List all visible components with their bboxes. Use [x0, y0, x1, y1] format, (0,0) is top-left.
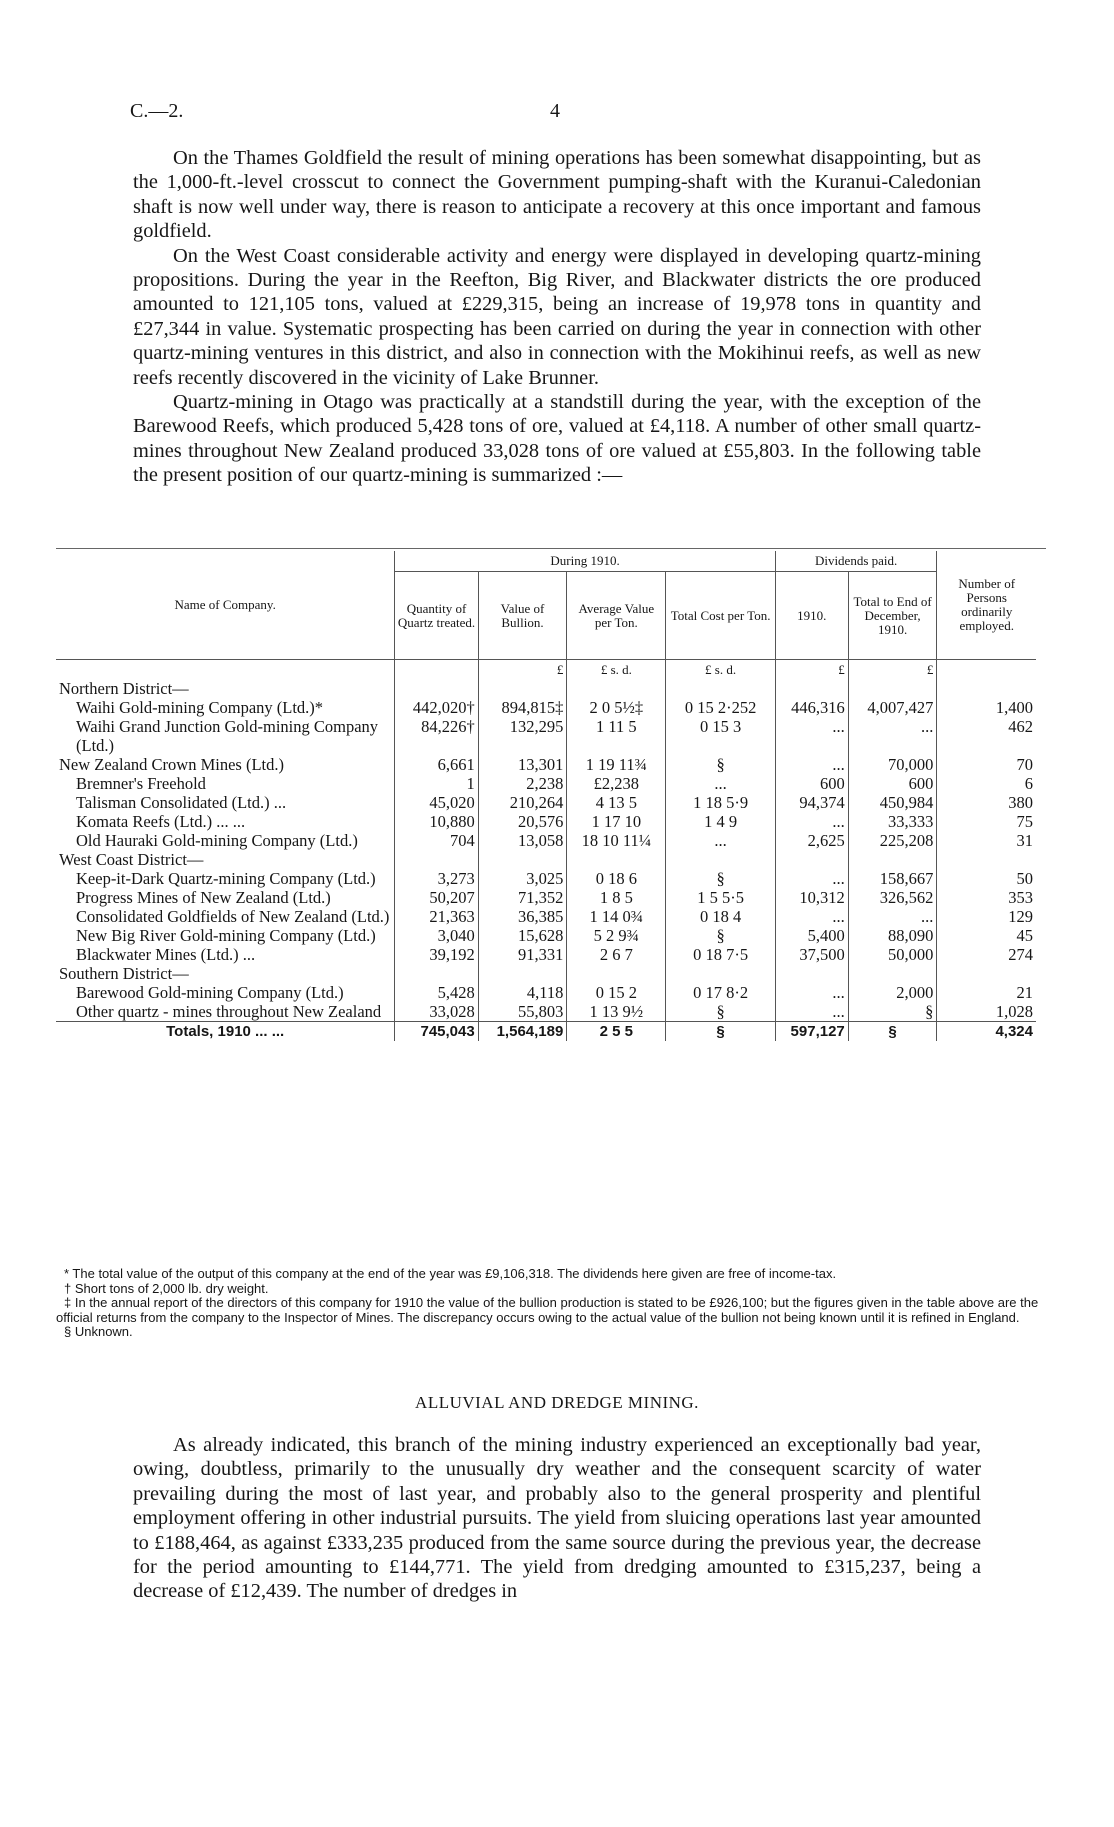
- cell-quantity: 6,661: [395, 755, 478, 774]
- cell-average: 1 11 5: [567, 717, 666, 755]
- cell-average: 0 15 2: [567, 983, 666, 1002]
- cell-cost: §: [666, 926, 775, 945]
- footnote-dagger: † Short tons of 2,000 lb. dry weight.: [64, 1280, 269, 1296]
- table-row: [56, 831, 1036, 850]
- cell-persons: 6: [937, 774, 1036, 793]
- cell-div-total: 2,000: [848, 983, 937, 1002]
- cell-cost: 1 18 5·9: [666, 793, 775, 812]
- company-name: Progress Mines of New Zealand (Ltd.): [76, 888, 331, 907]
- company-name: Waihi Gold-mining Company (Ltd.)*: [76, 698, 324, 717]
- cell-persons: 353: [937, 888, 1036, 907]
- cell-div-1910: ...: [775, 869, 848, 888]
- table-row: [56, 907, 1036, 926]
- table-row: [56, 717, 1036, 755]
- table-top-rule: [56, 548, 1046, 549]
- report-code: C.—2.: [130, 100, 184, 122]
- company-name: Bremner's Freehold: [76, 774, 206, 793]
- cell-quantity: 1: [395, 774, 478, 793]
- cell-value: 55,803: [478, 1002, 567, 1022]
- cell-average: 1 13 9½: [567, 1002, 666, 1022]
- district-label: Northern District—: [59, 679, 189, 698]
- totals-quantity: 745,043: [395, 1022, 478, 1042]
- company-name: Blackwater Mines (Ltd.) ...: [76, 945, 256, 964]
- cell-div-total: 4,007,427: [848, 698, 937, 717]
- cell-value: 13,058: [478, 831, 567, 850]
- unit-div-total: £: [848, 660, 937, 680]
- cell-persons: 129: [937, 907, 1036, 926]
- cell-div-1910: ...: [775, 907, 848, 926]
- cell-div-1910: 10,312: [775, 888, 848, 907]
- cell-average: £2,238: [567, 774, 666, 793]
- cell-value: 71,352: [478, 888, 567, 907]
- company-name: Barewood Gold-mining Company (Ltd.): [76, 983, 344, 1002]
- cell-persons: 274: [937, 945, 1036, 964]
- cell-div-1910: 2,625: [775, 831, 848, 850]
- district-row: [56, 964, 1036, 983]
- unit-value: £: [478, 660, 567, 680]
- cell-average: 2 0 5½‡: [567, 698, 666, 717]
- company-name: Komata Reefs (Ltd.) ... ...: [76, 812, 246, 831]
- cell-cost: 0 15 3: [666, 717, 775, 755]
- cell-persons: 1,028: [937, 1002, 1036, 1022]
- table-row: [56, 869, 1036, 888]
- cell-div-1910: ...: [775, 1002, 848, 1022]
- company-name: Other quartz - mines throughout New Zealand: [76, 1002, 382, 1021]
- cell-div-1910: ...: [775, 812, 848, 831]
- cell-div-1910: ...: [775, 755, 848, 774]
- cell-cost: ...: [666, 774, 775, 793]
- totals-value: 1,564,189: [478, 1022, 567, 1042]
- company-name: Talisman Consolidated (Ltd.) ...: [76, 793, 287, 812]
- cell-div-total: 225,208: [848, 831, 937, 850]
- cell-persons: 75: [937, 812, 1036, 831]
- cell-average: 1 17 10: [567, 812, 666, 831]
- district-row: [56, 850, 1036, 869]
- cell-quantity: 704: [395, 831, 478, 850]
- table-row: [56, 774, 1036, 793]
- cell-cost: §: [666, 1002, 775, 1022]
- cell-value: 36,385: [478, 907, 567, 926]
- cell-average: 0 18 6: [567, 869, 666, 888]
- col-header-div-1910: 1910.: [775, 572, 848, 660]
- cell-cost: 0 18 4: [666, 907, 775, 926]
- cell-average: 18 10 11¼: [567, 831, 666, 850]
- cell-persons: 31: [937, 831, 1036, 850]
- cell-cost: 1 5 5·5: [666, 888, 775, 907]
- cell-quantity: 50,207: [395, 888, 478, 907]
- paragraph-otago: Quartz-mining in Otago was practically at a standstill during the year, with the exception of the Barewood Reefs, which produced 5,428 tons of ore, valued at £4,118. A number of other small quartz-mines throughout New Zealand produced 33,028 tons of ore valued at £55,803. In the following table the present position of our quartz-mining is summarized :—: [133, 391, 981, 487]
- cell-quantity: 442,020†: [395, 698, 478, 717]
- col-group-dividends: Dividends paid.: [775, 551, 937, 572]
- cell-value: 4,118: [478, 983, 567, 1002]
- cell-div-total: ...: [848, 717, 937, 755]
- alluvial-text: [133, 1433, 981, 1604]
- cell-persons: 50: [937, 869, 1036, 888]
- table-row: [56, 793, 1036, 812]
- cell-div-1910: 446,316: [775, 698, 848, 717]
- cell-quantity: 84,226†: [395, 717, 478, 755]
- company-name: New Zealand Crown Mines (Ltd.): [59, 755, 284, 774]
- unit-div-1910: £: [775, 660, 848, 680]
- cell-quantity: 21,363: [395, 907, 478, 926]
- col-header-value: Value of Bullion.: [478, 572, 567, 660]
- col-header-name: Name of Company.: [56, 551, 395, 660]
- footnote-asterisk: * The total value of the output of this company at the end of the year was £9,106,318. The dividends here given are free of income-tax.: [64, 1266, 837, 1281]
- cell-div-1910: 94,374: [775, 793, 848, 812]
- paragraph-west-coast: On the West Coast considerable activity and energy were displayed in developing quartz-mining propositions. During the year in the Reefton, Big River, and Blackwater districts the ore produced amounted to 121,105 tons, valued at £229,315, being an increase of 19,978 tons in quantity and £27,344 in value. Systematic prospecting has been carried on during the year in connection with other quartz-mining ventures in this district, and also in connection with the Mokihinui reefs, as well as new reefs recently discovered in the vicinity of Lake Brunner.: [133, 244, 981, 389]
- cell-persons: 462: [937, 717, 1036, 755]
- district-row: [56, 679, 1036, 698]
- cell-cost: 0 18 7·5: [666, 945, 775, 964]
- company-name: New Big River Gold-mining Company (Ltd.): [76, 926, 376, 945]
- cell-persons: 380: [937, 793, 1036, 812]
- table-row: [56, 983, 1036, 1002]
- totals-div-total: §: [848, 1022, 937, 1042]
- cell-div-1910: 37,500: [775, 945, 848, 964]
- intro-text: [133, 146, 981, 488]
- table-row: [56, 812, 1036, 831]
- cell-value: 894,815‡: [478, 698, 567, 717]
- cell-cost: §: [666, 755, 775, 774]
- totals-row: [56, 1022, 1036, 1042]
- district-label: Southern District—: [59, 964, 189, 983]
- cell-value: 3,025: [478, 869, 567, 888]
- cell-quantity: 3,273: [395, 869, 478, 888]
- table-row: [56, 1002, 1036, 1022]
- cell-div-total: 50,000: [848, 945, 937, 964]
- company-name: Old Hauraki Gold-mining Company (Ltd.): [76, 831, 358, 850]
- cell-quantity: 3,040: [395, 926, 478, 945]
- cell-cost: 1 4 9: [666, 812, 775, 831]
- cell-div-total: ...: [848, 907, 937, 926]
- cell-div-1910: ...: [775, 983, 848, 1002]
- cell-div-total: §: [848, 1002, 937, 1022]
- table-body: [56, 660, 1036, 1022]
- table-row: [56, 755, 1036, 774]
- company-name: Waihi Grand Junction Gold-mining Company (Ltd.): [76, 717, 379, 755]
- cell-div-1910: 5,400: [775, 926, 848, 945]
- totals-average: 2 5 5: [567, 1022, 666, 1042]
- cell-value: 210,264: [478, 793, 567, 812]
- cell-quantity: 39,192: [395, 945, 478, 964]
- cell-cost: §: [666, 869, 775, 888]
- cell-div-total: 88,090: [848, 926, 937, 945]
- cell-value: 20,576: [478, 812, 567, 831]
- cell-div-1910: 600: [775, 774, 848, 793]
- cell-cost: 0 15 2·252: [666, 698, 775, 717]
- cell-average: 1 19 11¾: [567, 755, 666, 774]
- totals-div-1910: 597,127: [775, 1022, 848, 1042]
- totals-cost: §: [666, 1022, 775, 1042]
- footnote-section: § Unknown.: [64, 1324, 133, 1339]
- unit-average: £ s. d.: [567, 660, 666, 680]
- col-header-div-total: Total to End of December, 1910.: [848, 572, 937, 660]
- company-name: Keep-it-Dark Quartz-mining Company (Ltd.): [76, 869, 376, 888]
- quartz-mining-table: [56, 551, 1036, 1041]
- cell-quantity: 5,428: [395, 983, 478, 1002]
- cell-quantity: 45,020: [395, 793, 478, 812]
- units-row: [56, 660, 1036, 680]
- cell-div-total: 70,000: [848, 755, 937, 774]
- cell-value: 91,331: [478, 945, 567, 964]
- table-row: [56, 698, 1036, 717]
- cell-persons: 21: [937, 983, 1036, 1002]
- cell-quantity: 10,880: [395, 812, 478, 831]
- col-group-during: During 1910.: [395, 551, 775, 572]
- cell-cost: ...: [666, 831, 775, 850]
- footnote-double-dagger: ‡ In the annual report of the directors of this company for 1910 the value of the bullion production is stated to be £926,100; but the figures given in the table above are the official returns from the company to the Inspector of Mines. The discrepancy occurs owing to the actual value of the bullion not being known until it is refined in England.: [56, 1295, 1039, 1325]
- col-header-persons: Number of Persons ordinarily employed.: [937, 551, 1036, 660]
- col-header-total-cost: Total Cost per Ton.: [666, 572, 775, 660]
- cell-div-total: 158,667: [848, 869, 937, 888]
- cell-average: 1 14 0¾: [567, 907, 666, 926]
- cell-value: 15,628: [478, 926, 567, 945]
- totals-label: Totals, 1910 ... ...: [166, 1023, 285, 1040]
- cell-average: 4 13 5: [567, 793, 666, 812]
- cell-persons: 1,400: [937, 698, 1036, 717]
- cell-average: 1 8 5: [567, 888, 666, 907]
- cell-persons: 45: [937, 926, 1036, 945]
- company-name: Consolidated Goldfields of New Zealand (Ltd.): [76, 907, 390, 926]
- cell-div-total: 600: [848, 774, 937, 793]
- col-header-average: Average Value per Ton.: [567, 572, 666, 660]
- footnotes: [56, 1267, 1046, 1340]
- cell-value: 132,295: [478, 717, 567, 755]
- table-row: [56, 888, 1036, 907]
- paragraph-thames: On the Thames Goldfield the result of mining operations has been somewhat disappointing, but as the 1,000-ft.-level crosscut to connect the Government pumping-shaft with the Kuranui-Caledonian shaft is now well under way, there is reason to anticipate a recovery at this once important and famous goldfield.: [133, 147, 981, 243]
- cell-div-total: 450,984: [848, 793, 937, 812]
- cell-cost: 0 17 8·2: [666, 983, 775, 1002]
- cell-average: 5 2 9¾: [567, 926, 666, 945]
- cell-quantity: 33,028: [395, 1002, 478, 1022]
- table-row: [56, 926, 1036, 945]
- unit-cost: £ s. d.: [666, 660, 775, 680]
- table-row: [56, 945, 1036, 964]
- cell-average: 2 6 7: [567, 945, 666, 964]
- paragraph-alluvial: As already indicated, this branch of the mining industry experienced an exceptionally bad year, owing, doubtless, primarily to the unusually dry weather and the consequent scarcity of water prevailing during the most of last year, and probably also to the general prosperity and plentiful employment offering in other industrial pursuits. The yield from sluicing operations last year amounted to £188,464, as against £333,235 produced from the same source during the previous year, the decrease for the period amounting to £144,771. The yield from dredging amounted to £315,237, being a decrease of £12,439. The number of dredges in: [133, 1434, 981, 1603]
- section-title: ALLUVIAL AND DREDGE MINING.: [415, 1393, 699, 1412]
- cell-div-1910: ...: [775, 717, 848, 755]
- col-header-quantity: Quantity of Quartz treated.: [395, 572, 478, 660]
- cell-value: 2,238: [478, 774, 567, 793]
- cell-div-total: 33,333: [848, 812, 937, 831]
- cell-persons: 70: [937, 755, 1036, 774]
- totals-persons: 4,324: [937, 1022, 1036, 1042]
- cell-div-total: 326,562: [848, 888, 937, 907]
- cell-value: 13,301: [478, 755, 567, 774]
- page-number: 4: [550, 100, 560, 122]
- district-label: West Coast District—: [59, 850, 204, 869]
